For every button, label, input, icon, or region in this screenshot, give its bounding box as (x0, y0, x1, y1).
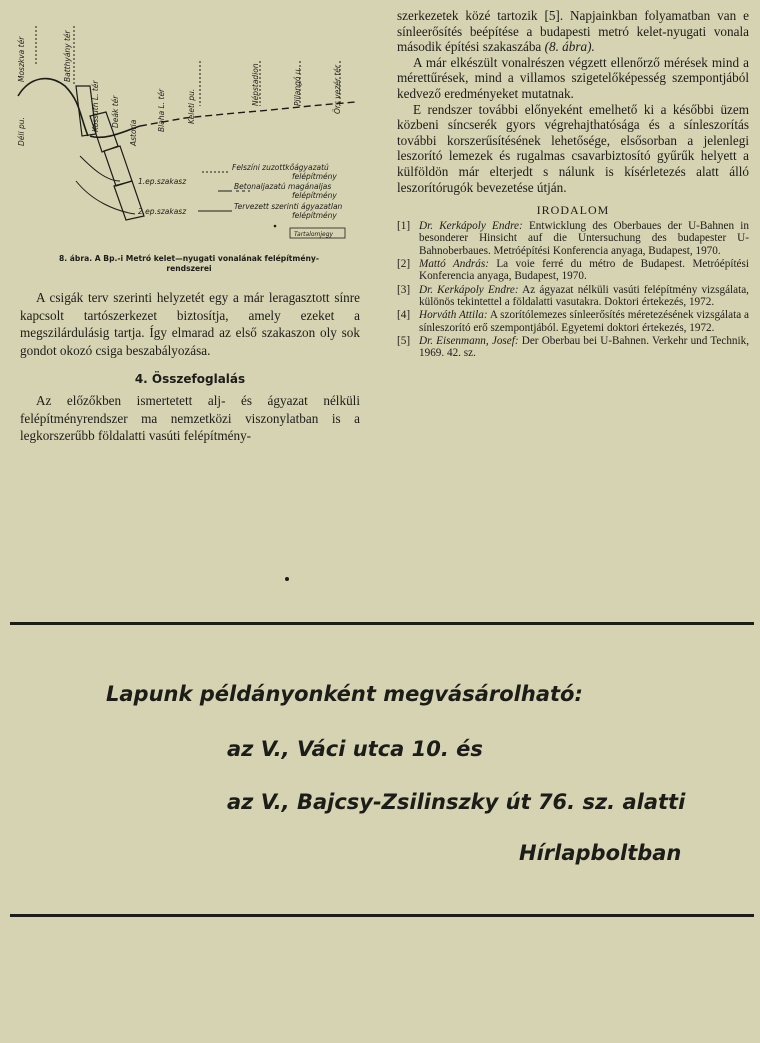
reference-number: [5] (397, 334, 411, 347)
stage2-label: 2.ep.szakasz (138, 207, 187, 216)
reference-text: A szorítólemezes sínleerősítés méretezésének vizsgálata a sínleszorító erő szempontjából. Egyetemi doktori értekezés, 1972. (419, 309, 750, 334)
reference-number: [2] (397, 258, 411, 271)
reference-text: La voie ferré du métro de Budapest. Metróépítési Konferencia anyaga, Budapest, 1970. (419, 258, 749, 283)
station-label: Deák tér (111, 95, 120, 128)
reference-author: Dr. Kerkápoly Endre: (419, 283, 519, 296)
reference-number: [4] (397, 309, 411, 322)
left-column (20, 289, 360, 445)
reference-list (397, 220, 749, 359)
legend-item-1: Felszíni zuzottkőágyazatú (232, 163, 329, 172)
reference-text: Az ágyazat nélküli vasúti felépítmény vizsgálata, különös tekintettel a földalatti vasutakra. Doktori értekezés, 1972. (419, 283, 749, 308)
right-paragraph-1 (397, 8, 749, 55)
reference-author: Dr. Kerkápoly Endre: (419, 220, 523, 233)
reference-text: Der Oberbau bei U-Bahnen. Verkehr und Technik, 1969. 42. sz. (419, 334, 750, 360)
reference-item (397, 258, 749, 283)
reference-item (397, 335, 749, 360)
station-label: Pillangó u. (293, 67, 302, 106)
station-label: Kossuth L. tér (91, 80, 100, 132)
left-paragraph-2: Az előzőkben ismertetett alj- és ágyazat nélküli felépítményrendszer ma nemzetközi viszonylatban is a legkorszerűbb földalatti vasúti felépítmény- (20, 393, 360, 443)
divider-top (10, 622, 754, 625)
reference-item (397, 309, 749, 334)
caption-line-1: 8. ábra. A Bp.-i Metró kelet—nyugati vonalának felépítmény- (58, 254, 319, 263)
reference-author: Dr. Eisenmann, Josef: (419, 334, 519, 347)
metro-line-diagram (10, 6, 365, 254)
right-paragraph-2: A már elkészült vonalrészen végzett ellenőrző mérések mind a mérettűrések, mind a villamos szigetelőképesség szempontjából kedvező eredményeket mutatnak. (397, 54, 749, 101)
reference-author: Mattó András: (419, 258, 489, 271)
reference-item (397, 220, 749, 257)
notice-line-2: az V., Váci utca 10. és (227, 737, 483, 761)
station-label: Keleti pu. (187, 88, 196, 124)
legend-item-2-sub: felépítmény (292, 191, 337, 200)
stage1-label: 1.ep.szakasz (138, 177, 187, 186)
section-title: 4. Összefoglalás (134, 372, 246, 386)
legend-item-1-sub: felépítmény (292, 172, 337, 181)
station-label: Blaha L. tér (157, 88, 166, 132)
right-paragraph-1-text: szerkezetek közé tartozik [5]. Napjainkban folyamatban van e sínleerősítés beépítése a budapesti metró kelet-nyugati vonala második építési szakaszába (397, 8, 749, 55)
station-label: Astoria (129, 119, 138, 146)
right-column (397, 8, 749, 360)
stray-mark (285, 577, 289, 581)
metro-line-figure (10, 6, 365, 254)
reference-text: Entwicklung des Oberbaues der U-Bahnen in besonderer Hinsicht auf die Untersuchung des budapester U-Bahnoberbaues. Metróépítési Konferencia anyaga, Budapest, 1970. (419, 220, 750, 257)
notice-line-1: Lapunk példányonként megvásárolható: (106, 682, 583, 706)
station-label: Déli pu. (17, 117, 26, 146)
reference-item (397, 284, 749, 309)
stamp-text: Tartalomjegy (294, 231, 334, 238)
reference-author: Horváth Attila: (419, 309, 488, 322)
figure-caption (14, 254, 364, 274)
notice-line-4: Hírlapboltban (519, 841, 682, 865)
station-label: Moszkva tér (17, 36, 26, 82)
left-paragraph-1: A csigák terv szerinti helyzetét egy a már leragasztott sínre kapcsolt tartószerkezet biztosítja, amely ezeket a megszilárdulásig tartja. Így elmarad az első szakaszon oly sok gondot okozó csiga beszabályozása. (20, 290, 360, 358)
notice-line-3: az V., Bajcsy-Zsilinszky út 76. sz. alatti (227, 790, 686, 814)
reference-number: [3] (397, 283, 411, 296)
reference-number: [1] (397, 220, 411, 233)
right-paragraph-3: E rendszer további előnyeként emelhető ki a későbbi üzem közbeni síncserék gyors végrehajthatósága és a sínleszorítás további korszerűsítésének lehetősége, elsősorban a jelenlegi leszorító lemezek és rugalmas csavarbiztosító gyűrűk helyett a külföldön már elterjedt s nálunk is kísérletezés alatt álló leszorítórugók bevezetése útján. (397, 101, 749, 195)
station-label: Népstadion (251, 63, 260, 106)
caption-line-2: rendszerei (166, 264, 212, 273)
figure-reference: (8. ábra). (544, 39, 595, 55)
legend-item-2: Betonaljazatú magánaljas (234, 182, 332, 191)
station-label: Batthyány tér (63, 30, 72, 82)
divider-bottom (10, 914, 754, 917)
legend-item-3: Tervezett szerinti ágyazatlan (234, 202, 343, 211)
references-title: IRODALOM (536, 203, 610, 218)
station-label: Örs vezér tér (333, 65, 342, 114)
legend-item-3-sub: felépítmény (292, 211, 337, 220)
